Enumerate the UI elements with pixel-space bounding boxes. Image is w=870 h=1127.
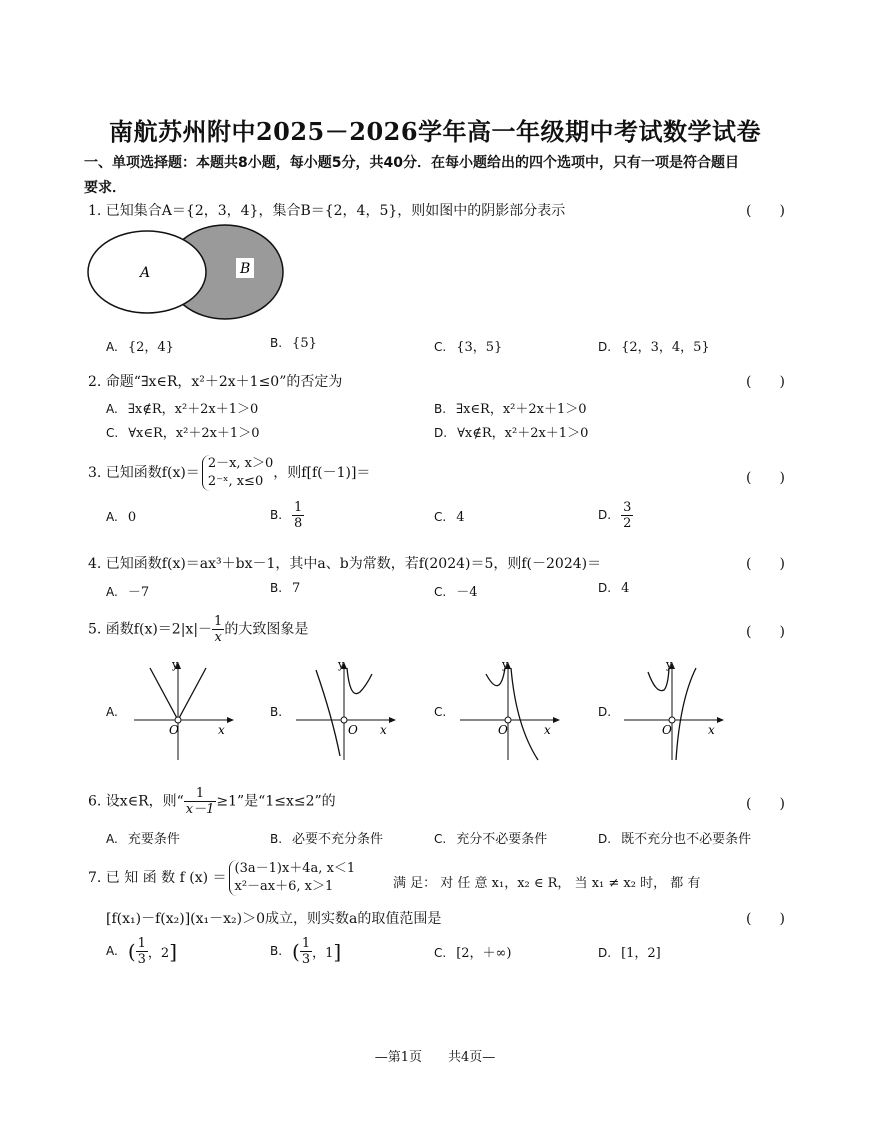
q5-option-d[interactable]: D. xyxy=(598,705,612,719)
q5-graph-b[interactable] xyxy=(292,656,402,766)
svg-text:y: y xyxy=(666,658,673,671)
set-b-label: B xyxy=(240,261,251,277)
q3-stem: 3. 已知函数f(x)＝ 2－x, x＞0 2⁻ˣ, x≤0 ，则f[f(－1)]＝ xyxy=(88,456,371,489)
q4-stem: 4. 已知函数f(x)＝ax³＋bx－1，其中a、b为常数，若f(2024)＝5，则f(－2024)＝ xyxy=(88,556,602,572)
svg-text:x: x xyxy=(380,723,387,737)
q2-option-c[interactable]: C. ∀x∈R，x²＋2x＋1＞0 xyxy=(106,426,260,441)
q2-option-d[interactable]: D. ∀x∉R，x²＋2x＋1＞0 xyxy=(434,426,589,441)
q6-answer-blank[interactable]: ( ) xyxy=(746,796,785,812)
q5-graph-d[interactable] xyxy=(620,656,730,766)
q7-answer-blank[interactable]: ( ) xyxy=(746,911,785,927)
svg-text:y: y xyxy=(172,658,179,671)
q7-option-a[interactable]: A. ( $\frac{1}{3}$ ，2] xyxy=(106,936,177,967)
svg-text:x: x xyxy=(544,723,551,737)
q3-option-a[interactable]: A. 0 xyxy=(106,510,137,525)
q5-answer-blank[interactable]: ( ) xyxy=(746,624,785,640)
svg-text:x: x xyxy=(218,723,225,737)
q1-option-a[interactable]: A. {2，4} xyxy=(106,340,174,355)
q1-option-b[interactable]: B. {5} xyxy=(270,336,317,351)
q3-answer-blank[interactable]: ( ) xyxy=(746,470,785,486)
q7-piecewise: (3a－1)x＋4a, x＜1 x²－ax＋6, x＞1 xyxy=(229,860,356,896)
svg-text:x: x xyxy=(708,723,715,737)
q7-stem: 7. 已 知 函 数 f (x) ＝ (3a－1)x＋4a, x＜1 x²－ax＋6, x＞1 xyxy=(88,861,356,894)
q5-option-b[interactable]: B. xyxy=(270,705,283,719)
q6-option-d[interactable]: D. 既不充分也不必要条件 xyxy=(598,832,752,847)
svg-text:O: O xyxy=(662,723,672,737)
q6-option-a[interactable]: A. 充要条件 xyxy=(106,832,180,847)
q2-option-b[interactable]: B. ∃x∈R，x²＋2x＋1＞0 xyxy=(434,402,587,417)
venn-diagram xyxy=(86,224,286,322)
page-title: 南航苏州附中2025－2026学年高一年级期中考试数学试卷 xyxy=(108,117,762,146)
q1-answer-blank[interactable]: ( ) xyxy=(746,203,785,219)
q3-piecewise: 2－x, x＞0 2⁻ˣ, x≤0 xyxy=(202,455,273,491)
svg-text:O: O xyxy=(498,723,508,737)
q1-option-c[interactable]: C. {3，5} xyxy=(434,340,503,355)
q2-stem: 2. 命题“∃x∈R，x²＋2x＋1≤0”的否定为 xyxy=(88,374,343,390)
q4-option-d[interactable]: D. 4 xyxy=(598,581,630,596)
q1-stem: 1. 已知集合A＝{2，3，4}，集合B＝{2，4，5}，则如图中的阴影部分表示 xyxy=(88,203,566,219)
set-a-label: A xyxy=(140,265,151,281)
section-heading-cont: 要求． xyxy=(84,180,126,196)
q4-answer-blank[interactable]: ( ) xyxy=(746,556,785,572)
q4-option-a[interactable]: A. －7 xyxy=(106,585,150,600)
q2-answer-blank[interactable]: ( ) xyxy=(746,374,785,390)
q4-option-c[interactable]: C. －4 xyxy=(434,585,478,600)
q7-option-b[interactable]: B. ( $\frac{1}{3}$ ，1] xyxy=(270,936,342,967)
q3-option-c[interactable]: C. 4 xyxy=(434,510,465,525)
q5-option-c[interactable]: C. xyxy=(434,705,447,719)
q4-option-b[interactable]: B. 7 xyxy=(270,581,301,596)
q6-option-b[interactable]: B. 必要不充分条件 xyxy=(270,832,384,847)
q3-option-b[interactable]: B. $\frac{1}{8}$ xyxy=(270,500,303,531)
svg-text:O: O xyxy=(348,723,358,737)
q1-option-d[interactable]: D. {2，3，4，5} xyxy=(598,340,710,355)
q6-stem: 6. 设x∈R，则“ $\frac{1}{x-1}$ ≥1”是“1≤x≤2”的 xyxy=(88,786,336,817)
page-footer: —第1页 共4页— xyxy=(374,1050,496,1065)
q7-stem-cont: 满 足： 对 任 意 x₁，x₂ ∈ R， 当 x₁ ≠ x₂ 时， 都 有 xyxy=(393,876,701,891)
q7-option-d[interactable]: D. [1，2] xyxy=(598,946,661,961)
q5-graph-a[interactable] xyxy=(130,656,240,766)
q7-stem-line2: [f(x₁)－f(x₂)](x₁－x₂)＞0成立，则实数a的取值范围是 xyxy=(106,911,442,927)
q5-graph-c[interactable] xyxy=(456,656,566,766)
q6-option-c[interactable]: C. 充分不必要条件 xyxy=(434,832,548,847)
svg-text:O: O xyxy=(169,723,179,737)
q3-option-d[interactable]: D. $\frac{3}{2}$ xyxy=(598,500,632,531)
section-heading: 一、单项选择题：本题共8小题，每小题5分，共40分．在每小题给出的四个选项中，只有一项是符合题目 xyxy=(84,155,739,171)
svg-text:y: y xyxy=(338,658,345,671)
svg-text:y: y xyxy=(502,658,509,671)
q2-option-a[interactable]: A. ∃x∉R，x²＋2x＋1＞0 xyxy=(106,402,259,417)
q5-stem: 5. 函数f(x)＝2|x|－ $\frac{1}{x}$ 的大致图象是 xyxy=(88,614,309,645)
q7-option-c[interactable]: C. [2，＋∞) xyxy=(434,946,512,961)
q5-option-a[interactable]: A. xyxy=(106,705,118,719)
